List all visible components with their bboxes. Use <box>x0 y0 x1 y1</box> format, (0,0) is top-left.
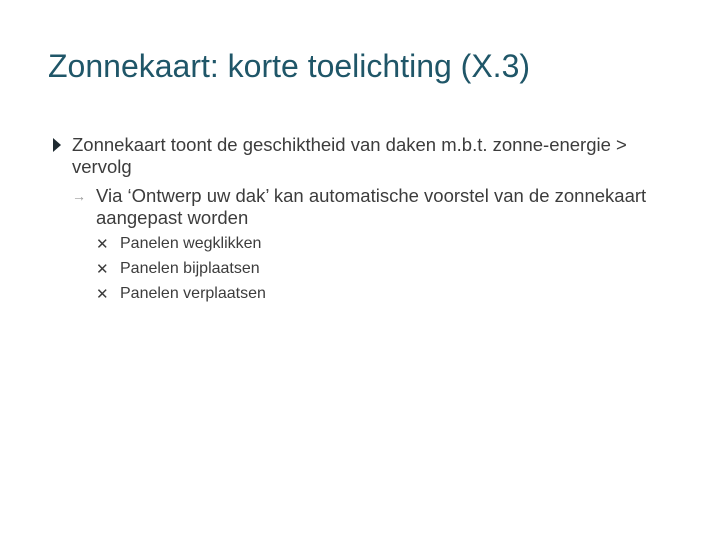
list-item <box>96 233 656 258</box>
list-item-text: Panelen bijplaatsen <box>120 260 260 277</box>
list-item <box>96 258 656 283</box>
slide-title: Zonnekaart: korte toelichting (X.3) <box>48 48 531 84</box>
cross-icon: ✕ <box>96 260 109 278</box>
list-item-text: Panelen wegklikken <box>120 235 262 252</box>
triangle-right-icon <box>53 138 61 152</box>
bullet-level3-list <box>96 233 656 308</box>
bullet-level1-text: Zonnekaart toont de geschiktheid van daken m.b.t. zonne-energie > vervolg <box>72 134 627 177</box>
list-item-text: Panelen verplaatsen <box>120 285 266 302</box>
bullet-level1 <box>48 134 688 178</box>
arrow-right-icon: → <box>72 188 86 204</box>
bullet-level2-text: Via ‘Ontwerp uw dak’ kan automatische voorstel van de zonnekaart aangepast worden <box>96 185 647 228</box>
cross-icon: ✕ <box>96 285 109 303</box>
cross-icon: ✕ <box>96 235 109 253</box>
bullet-level2 <box>70 185 670 229</box>
list-item <box>96 283 656 308</box>
